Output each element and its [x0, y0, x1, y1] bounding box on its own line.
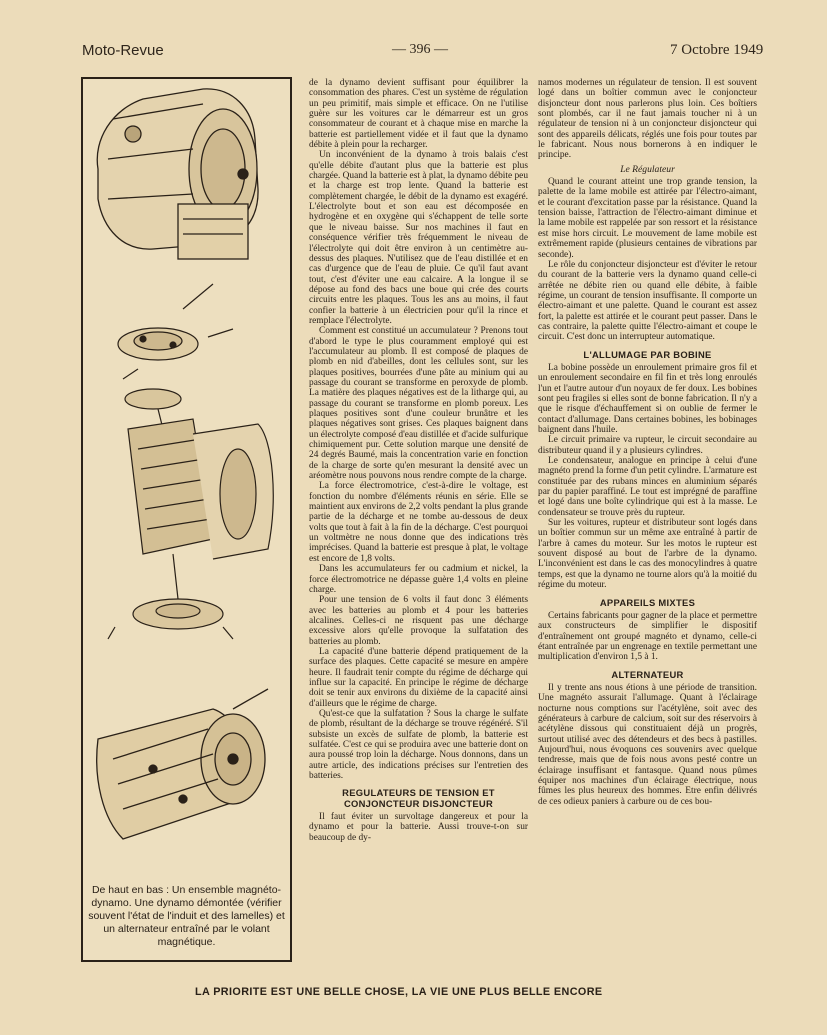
article-column-1: [309, 78, 528, 843]
paragraph: Qu'est-ce que la sulfatation ? Sous la charge le sulfate de plomb, résultant de la décharge se trouve régénéré. S'il subsiste un excès de sulfate de plomb, la batterie est sulfatée. C'est ce qui se produira avec une batterie dont on aura poussé trop loin la décharge. Nous donnons, dans un autre article, des indications précises sur l'entretien des batteries.: [309, 708, 528, 782]
paragraph: Le circuit primaire va rupteur, le circuit secondaire au distributeur quand il y a plusieurs cylindres.: [538, 435, 757, 456]
paragraph: Dans les accumulateurs fer ou cadmium et nickel, la force électromotrice ne dépasse guère 1,4 volts en pleine charge.: [309, 564, 528, 595]
paragraph: La force électromotrice, c'est-à-dire le voltage, est fonction du nombre d'éléments réunis en série. Elle se maintient aux environs de 2,2 volts pendant la plus grande partie de la décharge et ne tombe au-dessous de deux volts que tout à fait à la fin de la décharge. C'est pourquoi un voltmètre ne nous donne que des indications très imprécises. Quand la batterie est presque à plat, le voltage est encore de 1,8 volts.: [309, 481, 528, 564]
paragraph: Il faut éviter un survoltage dangereux et pour la dynamo et pour la batterie. Aussi trouve-t-on sur beaucoup de dy-: [309, 812, 528, 843]
dynamo-exploded-drawing: [108, 284, 273, 639]
section-heading: REGULATEURS DE TENSION ET CONJONCTEUR DISJONCTEUR: [342, 787, 495, 809]
footer-slogan: LA PRIORITE EST UNE BELLE CHOSE, LA VIE UNE PLUS BELLE ENCORE: [195, 986, 603, 998]
article-column-2: [538, 78, 757, 807]
subsection-heading: Le Régulateur: [620, 163, 675, 175]
paragraph: La capacité d'une batterie dépend pratiquement de la surface des plaques. Cette capacité se mesure en ampère heure. Il faudrait tenir compte du régime de décharge qui influe sur la capacité. En principe le régime de décharge doit se tenir aux environs du dixième de la capacité ainsi d'ailleurs que le régime de charge.: [309, 646, 528, 709]
paragraph: namos modernes un régulateur de tension. Il est souvent logé dans un boîtier commun avec le conjoncteur disjoncteur dont nous parlerons plus loin. Ces boîtiers sont plombés, car il ne faut jamais toucher ni à un régulateur de tension ni à un conjoncteur disjoncteur qui sont des appareils délicats, réglés une fois pour toutes par le fabricant. Nous nous bornerons à en indiquer le principe.: [538, 78, 757, 161]
illustrations: [83, 79, 290, 879]
illustration-panel: [81, 77, 292, 962]
paragraph: La bobine possède un enroulement primaire gros fil et un enroulement secondaire en fil fin et très long enroulés l'un et l'autre autour d'un noyaux de fer doux. Les bobines sont peu fragiles si elles sont de bonne fabrication. Il n'y a que le risque d'échauffement si on oublie de fermer le contact d'allumage. Dans certaines bobines, les bobinages baignent dans l'huile.: [538, 362, 757, 435]
paragraph: Il y trente ans nous étions à une période de transition. Une magnéto assurait l'allumage. Quant à l'éclairage nocturne nous comptions sur l'acétylène, soit avec des générateurs à carbure de calcium, soit sur des réservoirs à acétylène dissous qui constituaient déjà un progrès, surtout utilisé avec des détendeurs et des becs à pastilles. Aujourd'hui, nous évoquons ces souvenirs avec quelque tendresse, mais que de fois nous avons pesté contre un éclairage insuffisant et fantasque. Quand nous pûmes équiper nos machines d'un éclairage électrique, nous fûmes les plus heureux des hommes. Etre enfin délivrés de ces odieux paniers à carbure ou de ces bou-: [538, 682, 757, 807]
paragraph: Sur les voitures, rupteur et distributeur sont logés dans un boîtier commun sur un même axe entraîné à partir de l'arbre à cames du moteur. Sur les motos le rupteur est souvent disposé au bout de l'arbre de la dynamo. L'inconvénient est dans le cas des monocylindres à quatre temps, est que la dynamo ne tourne alors qu'à la moitié du régime du moteur.: [538, 518, 757, 591]
paragraph: Quand le courant atteint une trop grande tension, la palette de la lame mobile est attirée par l'électro-aimant, et le courant d'excitation passe par la résistance. Quand la tension baisse, l'attraction de l'électro-aimant diminue et la lame mobile est rappelée par son ressort et la résistance est mise hors circuit. Le mouvement de lame mobile est extrêmement rapide (plusieurs centaines de vibrations par seconde).: [538, 177, 757, 260]
page-number: — 396 —: [392, 42, 448, 57]
paragraph: Certains fabricants pour gagner de la place et permettre aux constructeurs de simplifier le dispositif d'entraînement ont groupé magnéto et dynamo, celle-ci étant entraînée par un engrenage en textile permettant une multiplication d'environ 1,5 à 1.: [538, 610, 757, 663]
section-heading: L'ALLUMAGE PAR BOBINE: [583, 348, 712, 360]
magazine-title: Moto-Revue: [82, 42, 164, 59]
figure-caption: De haut en bas : Un ensemble magnéto-dynamo. Une dynamo démontée (vérifier souvent l'état de l'induit et des lamelles) et un alternateur entraîné par le volant magnétique.: [88, 884, 285, 948]
paragraph: Le condensateur, analogue en principe à celui d'une magnéto prend la forme d'un petit cylindre. L'armature est constituée par des rubans minces en aluminium séparés par du papier paraffiné. Le tout est imprégné de paraffine et logé dans une boîte cylindrique qui est à la masse. Le condensateur se trouve près du rupteur.: [538, 456, 757, 518]
paragraph: Pour une tension de 6 volts il faut donc 3 éléments avec les batteries au plomb et 4 pour les batteries alcalines. Celles-ci ne risquent pas une décharge excessive alors qu'elle provoque la sulfatation des batteries au plomb.: [309, 595, 528, 647]
section-heading: ALTERNATEUR: [611, 668, 684, 680]
issue-date: 7 Octobre 1949: [670, 42, 764, 58]
paragraph: Le rôle du conjoncteur disjoncteur est d'éviter le retour du courant de la batterie vers la dynamo quand celle-ci arrêtée ne débite rien ou quand elle débite, à faible régime, un courant de tension insuffisante. Il comporte un électro-aimant et une palette. Quand le courant est assez fort, la palette est attirée et le courant peut passer. Dans le cas contraire, la palette quitte l'électro-aimant et coupe le circuit. C'est donc un interrupteur automatique.: [538, 259, 757, 343]
magneto-dynamo-drawing: [97, 89, 258, 259]
section-heading: APPAREILS MIXTES: [599, 596, 696, 608]
paragraph: Un inconvénient de la dynamo à trois balais c'est qu'elle débite d'autant plus que la batterie est plus chargée. Quand la batterie est à plat, la dynamo débite peu et la charge est trop lente. Quand la batterie est complètement chargée, le débit de la dynamo est exagéré. L'électrolyte bout et son eau est décomposée en hydrogène et en oxygène qui s'échappent de telle sorte que le niveau baisse. Sur nos machines il faut en conséquence vérifier très fréquemment le niveau de l'électrolyte qui doit être environ à un centimètre au-dessus des plaques. N'utilisez que de l'eau distillée et en cas d'urgence que de l'eau de pluie. Ce qu'il faut avant tout, c'est d'éviter une eau calcaire. A la longue il se dépose au fond des bacs une boue qui crée des courts circuits entre les plaques. Tous les ans au moins, il faut confier la batterie à un électricien pour qu'il la rince et remplace l'électrolyte.: [309, 150, 529, 326]
paragraph: Comment est constitué un accumulateur ? Prenons tout d'abord le type le plus couramment employé qui est l'accumulateur au plomb. Il est composé de plaques de plomb en nid d'abeilles, dont les cellules sont, sur les plaques positives, bourrées d'une pâte au minium qui au passage du courant se transforme en peroxyde de plomb. La matière des plaques négatives est de la litharge qui, au passage du courant se transforme en plomb poreux. Les plaques positives sont d'une couleur brunâtre et les plaques négatives sont grises. Ces plaques baignent dans un électrolyte composé d'eau distillée et d'acide sulfurique chimiquement pur. Cette solution marque une densité de 24 degrés Baumé, mais la concentration varie en fonction de la charge de sorte qu'en mesurant la densité avec un aréomètre nous pouvons nous rendre compte de la charge.: [309, 326, 528, 482]
paragraph: de la dynamo devient suffisant pour équilibrer la consommation des phares. C'est un système de régulation un peu primitif, mais simple et efficace. On ne l'utilise guère sur les voitures car le démarreur est un gros consommateur de courant et à chaque mise en marche la batterie est partiellement vidée et il faut que la dynamo débite à plein pour la recharger.: [309, 78, 528, 151]
alternator-drawing: [97, 689, 268, 839]
